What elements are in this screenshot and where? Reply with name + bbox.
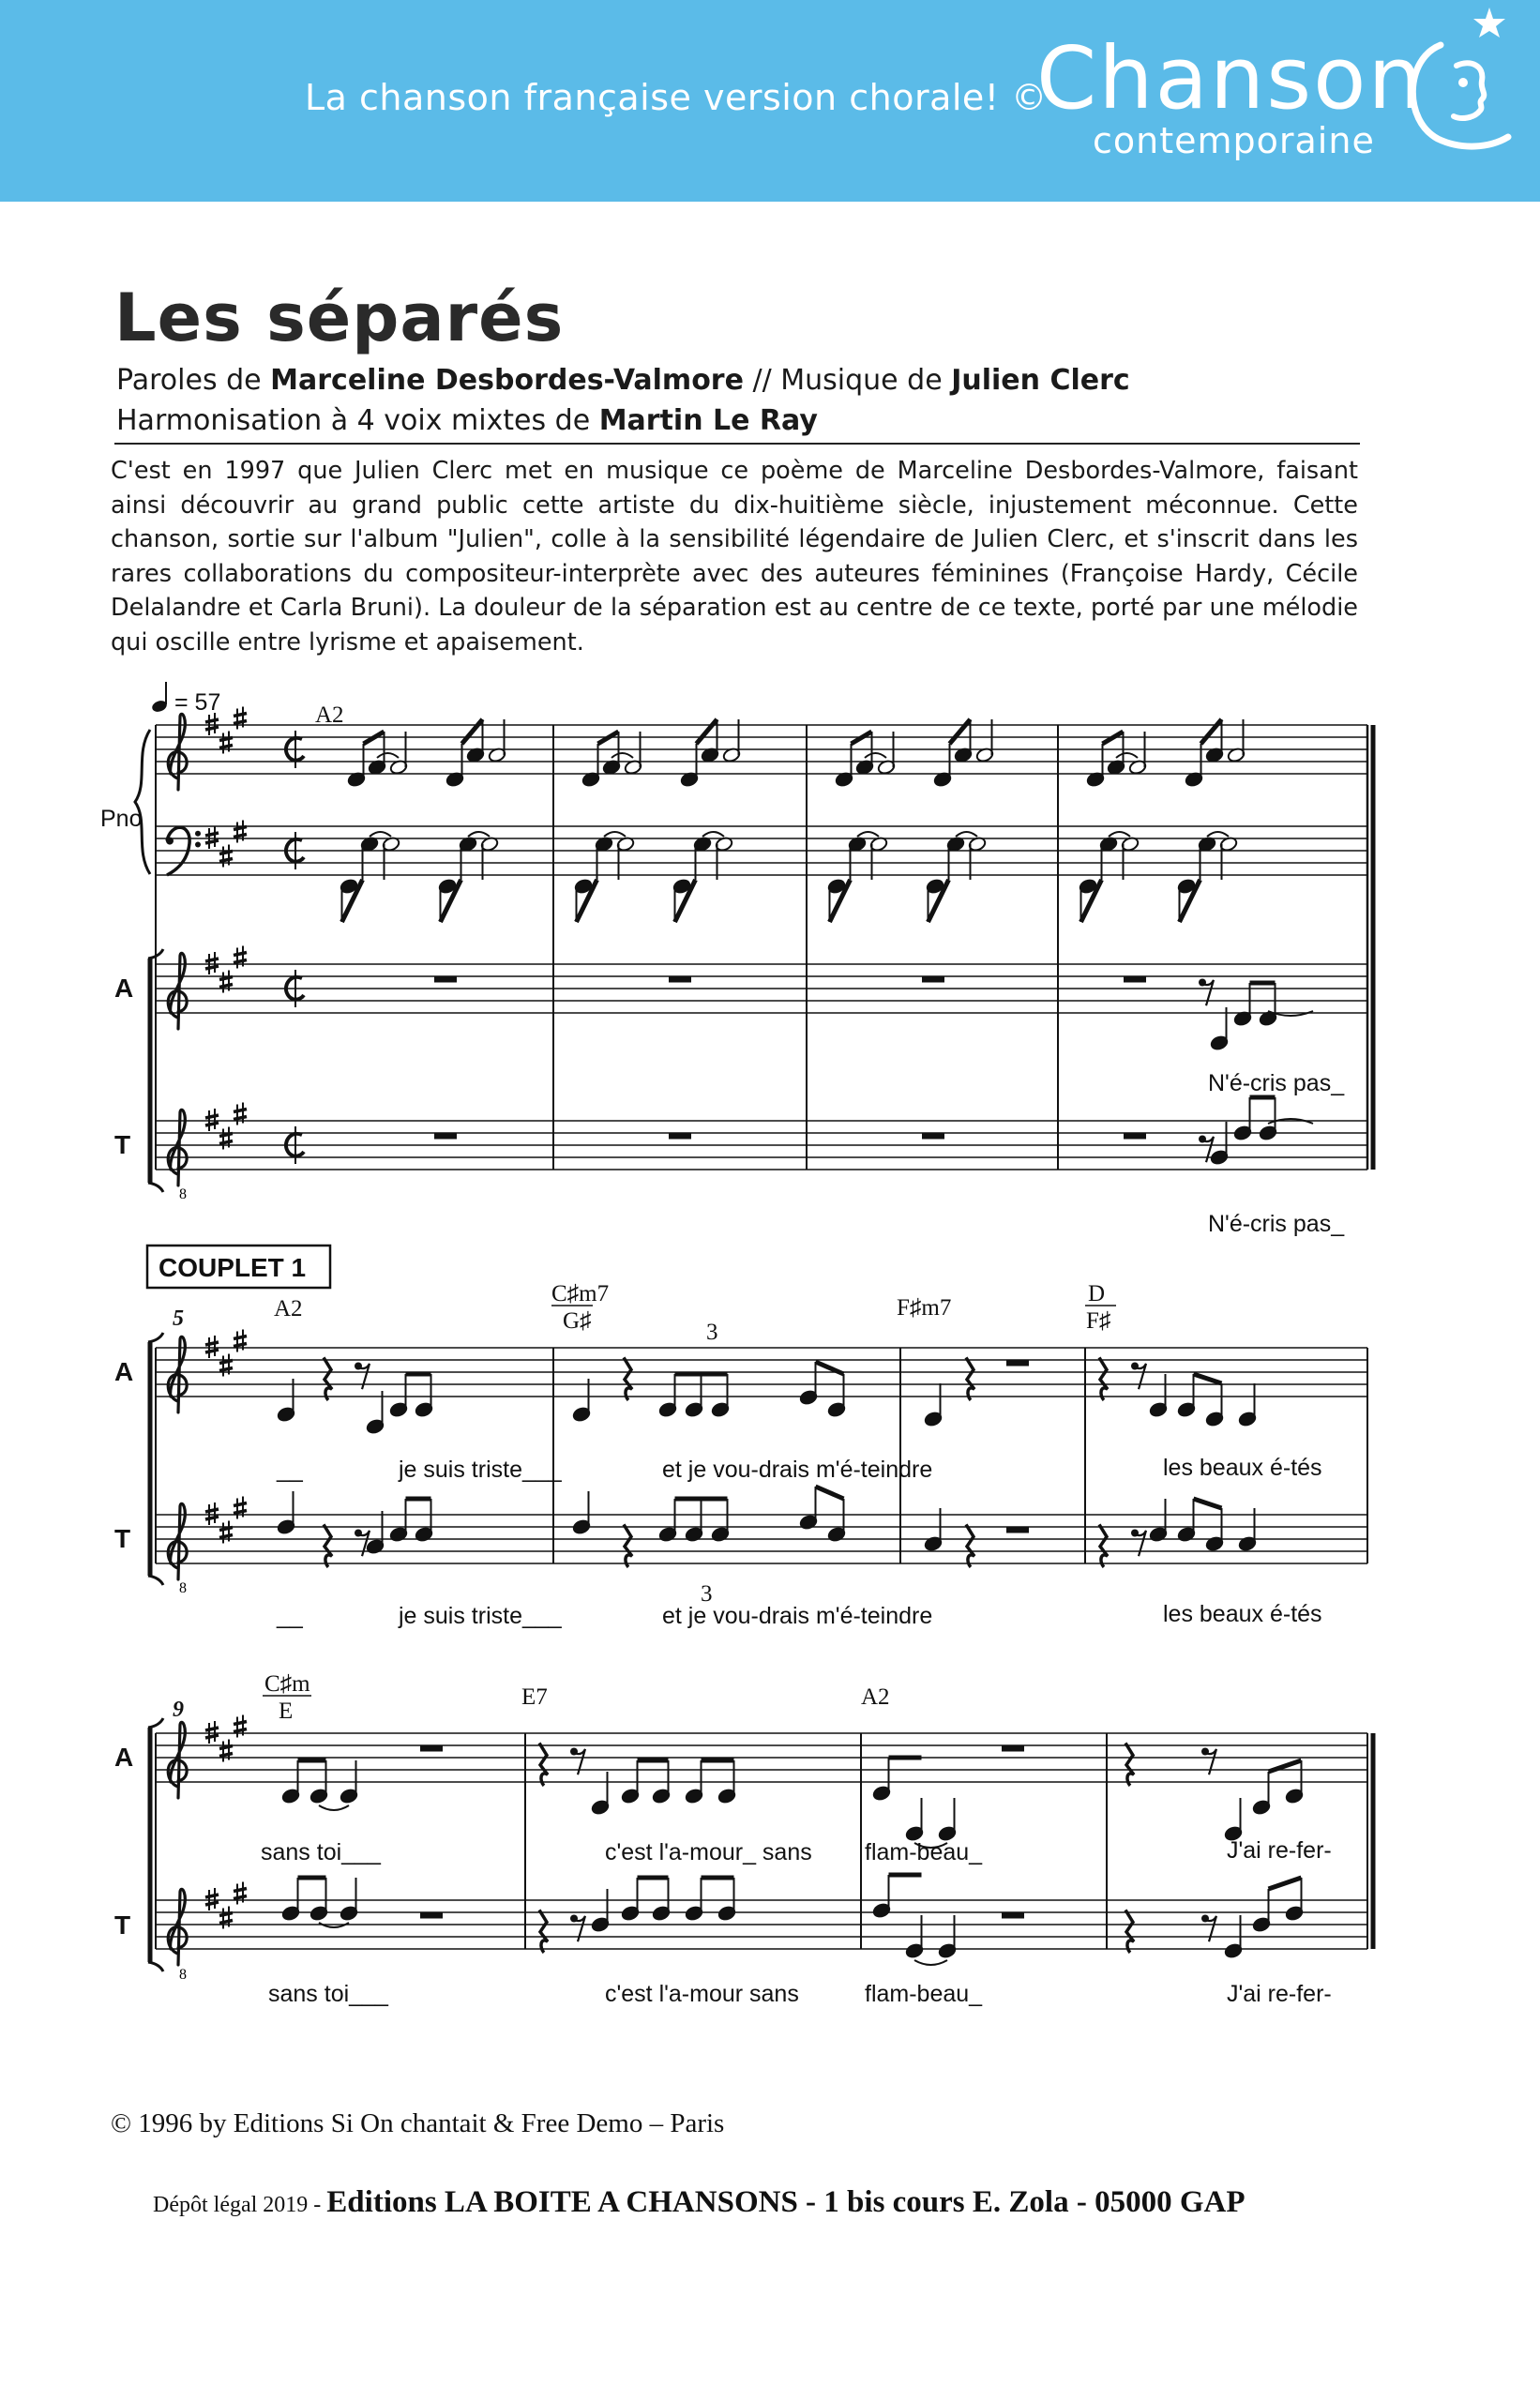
tenor-label-system-2: T (114, 1524, 131, 1553)
song-title: Les séparés (114, 279, 565, 356)
tempo-mark (151, 682, 221, 716)
brand-name: Chanson (1036, 28, 1425, 128)
sharp-sign (205, 952, 219, 974)
tenor-lyric: sans toi___ (268, 1981, 388, 2007)
rest-icon (922, 976, 944, 983)
note-beam (950, 719, 971, 744)
bass-clef-icon (195, 831, 201, 837)
alto-lyric: et je vou-drais m'é-teindre (662, 1457, 933, 1483)
intro-paragraph: C'est en 1997 que Julien Clerc met en musique ce poème de Marceline Desbordes-Valmore, faisant ainsi découvrir au grand public cette artiste du dix-huitième siècle, injustement méconnue. Cette chanson, sortie sur l'album "Julien", colle à la sensibilité légendaire de Julien Clerc, et s'inscrit dans les rares collaborations du compositeur-interprète avec des auteures féminines (Françoise Hardy, Cécile Delalandre et Carla Bruni). La douleur de la séparation est au centre de ce texte, porté par une mélodie qui oscille entre lyrisme et apaisement. (111, 457, 1358, 657)
rest-icon (324, 1357, 332, 1400)
tie (857, 832, 879, 837)
rest-icon (1006, 1360, 1029, 1367)
tenor-lyric: je suis triste___ (399, 1603, 562, 1629)
sharp-sign (234, 1715, 247, 1738)
tie (604, 832, 626, 837)
publisher-address: Editions LA BOITE A CHANSONS - 1 bis cours E. Zola - 05000 GAP (326, 2185, 1246, 2219)
octave-mark: 8 (179, 1967, 187, 1983)
section-label: COUPLET 1 (159, 1253, 307, 1282)
alto-lyric: c'est l'a-mour_ sans (605, 1839, 812, 1865)
rest-icon (624, 1357, 632, 1400)
bass-clef-icon (166, 838, 174, 845)
sharp-sign (205, 1888, 219, 1910)
sharp-sign (205, 1503, 219, 1525)
sharp-sign (234, 1330, 247, 1352)
rest-icon (1099, 1357, 1108, 1400)
measure-number: 5 (173, 1306, 184, 1331)
brace-icon (135, 730, 150, 874)
tie (702, 832, 724, 837)
header-tagline: La chanson française version chorale! © (305, 77, 1048, 118)
octave-mark: 8 (179, 1580, 187, 1596)
rest-icon (1099, 1524, 1108, 1567)
rest-icon (966, 1524, 974, 1567)
sharp-sign (205, 1109, 219, 1131)
composer-name: Julien Clerc (951, 364, 1130, 397)
rest-icon (1124, 1133, 1146, 1140)
chord-symbol: A2 (274, 1296, 303, 1321)
tie (1116, 753, 1138, 758)
tie (1109, 832, 1130, 837)
rest-icon (434, 1133, 457, 1140)
rest-icon (1202, 980, 1214, 1005)
chord-symbol: A2 (861, 1684, 890, 1710)
tie (319, 1805, 349, 1810)
note-beam (697, 719, 717, 744)
note-beam (1269, 1878, 1302, 1889)
octave-mark: 8 (179, 1186, 187, 1202)
lyricist-name: Marceline Desbordes-Valmore (270, 364, 744, 397)
tie (956, 832, 977, 837)
rest-icon (358, 1364, 370, 1389)
tenor-lyric: flam-beau_ (865, 1981, 983, 2007)
brand-subtitle: contemporaine (1093, 120, 1375, 161)
tie (914, 1960, 947, 1965)
alto-lyric: N'é-cris pas_ (1208, 1070, 1345, 1096)
bracket-icon (148, 1718, 163, 1728)
legal-deposit: Dépôt légal 2019 - (153, 2193, 327, 2217)
rest-icon (539, 1743, 548, 1786)
sharp-sign (219, 1740, 233, 1762)
chord-symbol: A2 (315, 702, 344, 728)
sharp-sign (234, 1882, 247, 1905)
tenor-label-system-3: T (114, 1910, 131, 1940)
sharp-sign (234, 946, 247, 969)
sharp-sign (234, 1103, 247, 1125)
sharp-sign (219, 1127, 233, 1150)
chord-symbol: D (1088, 1281, 1106, 1306)
note-beam (462, 719, 483, 744)
tie (377, 753, 399, 758)
tenor-lyric: N'é-cris pas_ (1208, 1211, 1345, 1237)
rest-icon (669, 1133, 691, 1140)
chord-symbol: E7 (521, 1684, 548, 1710)
sharp-sign (219, 1354, 233, 1377)
tie (468, 832, 490, 837)
chord-symbol: C♯m (264, 1671, 310, 1697)
chord-bass: E (279, 1699, 294, 1724)
alto-lyric: les beaux é-tés (1163, 1455, 1322, 1481)
rest-icon (420, 1912, 443, 1919)
sharp-sign (234, 1497, 247, 1519)
rest-icon (1006, 1527, 1029, 1533)
note-beam (1194, 1499, 1222, 1508)
rest-icon (966, 1357, 974, 1400)
sharp-sign (219, 1907, 233, 1929)
rest-icon (669, 976, 691, 983)
bass-clef-icon (195, 842, 201, 848)
bracket-icon (148, 1183, 163, 1192)
tenor-label-system-1: T (114, 1130, 131, 1159)
tenor-lyric: J'ai re-fer- (1227, 1981, 1332, 2007)
tie (1207, 832, 1229, 837)
sharp-sign (219, 971, 233, 993)
chord-bass: F♯ (1086, 1308, 1111, 1334)
sharp-sign (219, 845, 233, 868)
sharp-sign (234, 821, 247, 843)
bracket-icon (148, 1962, 163, 1971)
rest-icon (1135, 1531, 1146, 1556)
tenor-lyric: et je vou-drais m'é-teindre (662, 1603, 933, 1629)
bracket-icon (148, 1576, 163, 1585)
credits-arrangement-prefix: Harmonisation à 4 voix mixtes de (116, 404, 599, 437)
alto-lyric: J'ai re-fer- (1227, 1837, 1332, 1864)
arranger-name: Martin Le Ray (598, 404, 818, 437)
section-label-box (147, 1246, 330, 1288)
rest-icon (1002, 1912, 1024, 1919)
bracket-icon (148, 1333, 163, 1342)
rest-icon (358, 1531, 370, 1556)
note-beam (816, 1487, 844, 1499)
tie (611, 753, 633, 758)
triplet-mark: 3 (706, 1320, 718, 1345)
credits-music-prefix: // Musique de (743, 364, 952, 397)
triplet-mark: 3 (701, 1581, 713, 1607)
alto-label-system-1: A (114, 974, 134, 1003)
sharp-sign (205, 826, 219, 849)
tenor-lyric: les beaux é-tés (1163, 1601, 1322, 1627)
rest-icon (420, 1745, 443, 1752)
chord-symbol: F♯m7 (897, 1295, 952, 1321)
note-beam (1194, 1374, 1222, 1383)
tie (370, 832, 391, 837)
sharp-sign (234, 707, 247, 730)
alto-label-system-3: A (114, 1743, 134, 1772)
score-glyphs (135, 707, 1373, 1984)
alto-label-system-2: A (114, 1357, 134, 1386)
rest-icon (1002, 1745, 1024, 1752)
rest-icon (1205, 1749, 1216, 1774)
tenor-lyric: c'est l'a-mour sans (605, 1981, 799, 2007)
alto-lyric: je suis triste___ (399, 1457, 562, 1483)
rest-icon (624, 1524, 632, 1567)
rest-icon (574, 1749, 585, 1774)
rest-icon (1205, 1916, 1216, 1941)
tempo-value: = 57 (174, 689, 221, 716)
sharp-sign (205, 1721, 219, 1744)
chord-bass: G♯ (563, 1308, 592, 1334)
tenor-lyric: __ (277, 1603, 303, 1629)
alto-lyric: flam-beau_ (865, 1839, 983, 1865)
rest-icon (574, 1916, 585, 1941)
chord-symbol: C♯m7 (551, 1281, 610, 1306)
piano-label: Pno (100, 806, 143, 832)
sharp-sign (219, 732, 233, 754)
rest-icon (434, 976, 457, 983)
tie (865, 753, 886, 758)
alto-lyric: sans toi___ (261, 1839, 381, 1865)
sharp-sign (205, 1336, 219, 1358)
credits-lyrics-prefix: Paroles de (116, 364, 271, 397)
rest-icon (1125, 1910, 1134, 1952)
rest-icon (539, 1910, 548, 1952)
rest-icon (1135, 1364, 1146, 1389)
rest-icon (1124, 976, 1146, 983)
rest-icon (1125, 1743, 1134, 1786)
sharp-sign (205, 713, 219, 735)
publisher-footer (153, 2185, 1246, 2220)
copyright-notice: © 1996 by Editions Si On chantait & Free Demo – Paris (111, 2108, 725, 2138)
sharp-sign (219, 1521, 233, 1544)
rest-icon (324, 1524, 332, 1567)
alto-lyric: __ (277, 1457, 303, 1483)
rest-icon (922, 1133, 944, 1140)
measure-number: 9 (173, 1698, 184, 1722)
note-beam (1201, 719, 1222, 744)
